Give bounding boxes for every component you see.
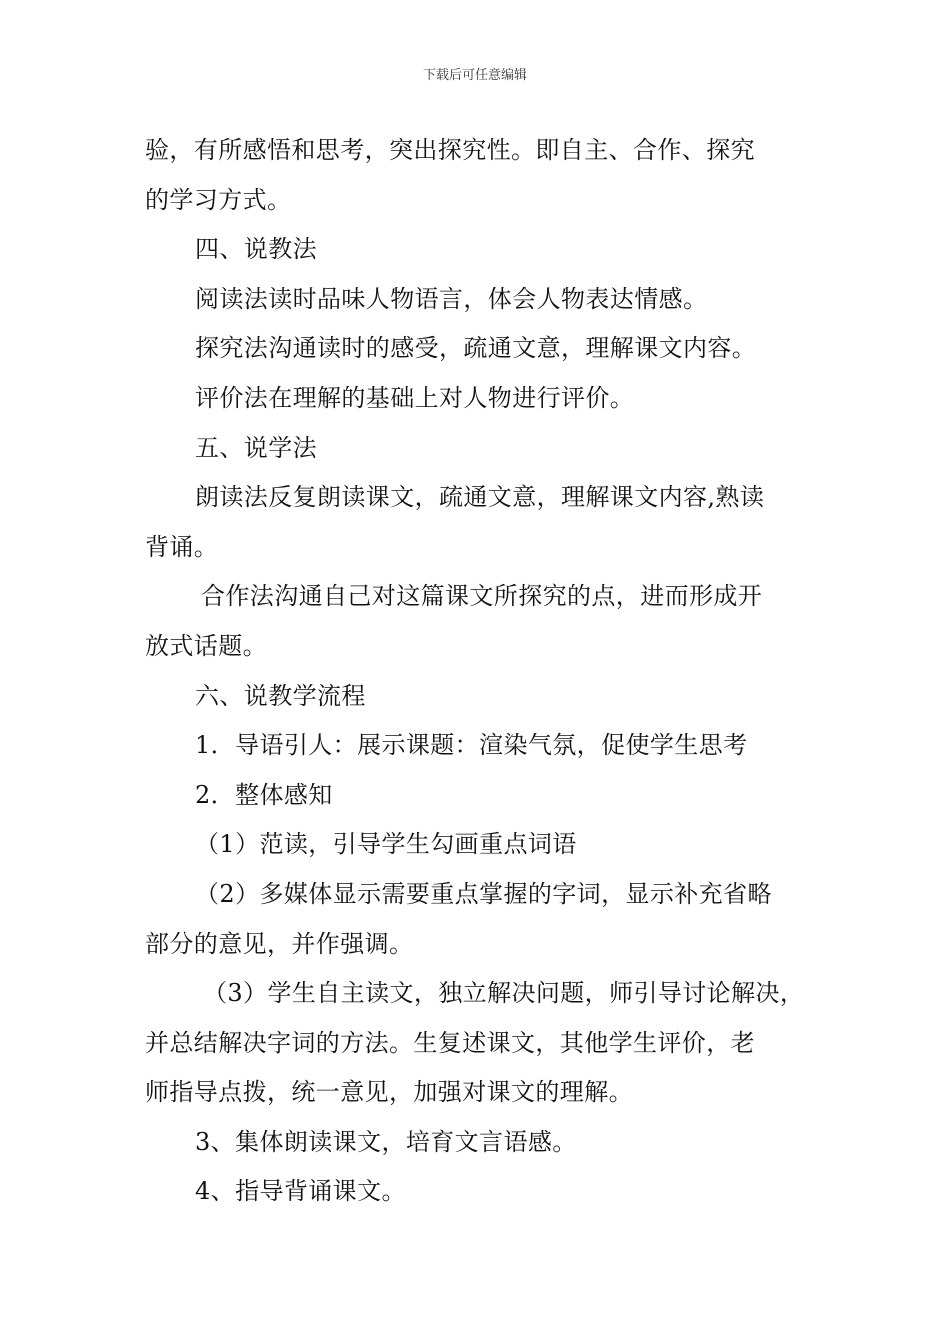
section-heading: 五、说学法 xyxy=(195,433,317,462)
text-line: 阅读法读时品味人物语言，体会人物表达情感。 xyxy=(195,284,708,313)
sub-list-item: （1）范读，引导学生勾画重点词语 xyxy=(195,830,577,859)
text-line: 验，有所感悟和思考，突出探究性。即自主、合作、探究 xyxy=(145,136,755,164)
sub-list-item: （2）多媒体显示需要重点掌握的字词，显示补充省略 xyxy=(195,879,772,908)
section-heading: 四、说教法 xyxy=(195,235,317,264)
page-header: 下载后可任意编辑 xyxy=(422,68,527,83)
text-line: 评价法在理解的基础上对人物进行评价。 xyxy=(195,383,635,412)
text-line: 的学习方式。 xyxy=(145,185,292,214)
text-line: 背诵。 xyxy=(145,532,219,561)
text-line: 放式话题。 xyxy=(145,631,267,660)
text-line: 朗读法反复朗读课文，疏通文意，理解课文内容,熟读 xyxy=(195,483,765,512)
section-heading: 六、说教学流程 xyxy=(195,681,366,710)
text-line: 并总结解决字词的方法。生复述课文，其他学生评价，老 xyxy=(145,1028,755,1057)
list-item: 4、指导背诵课文。 xyxy=(195,1177,406,1206)
sub-list-item: （3）学生自主读文，独立解决问题，师引导讨论解决， xyxy=(203,979,805,1008)
text-line: 探究法沟通读时的感受，疏通文意，理解课文内容。 xyxy=(195,334,757,363)
text-line: 师指导点拨，统一意见，加强对课文的理解。 xyxy=(145,1078,633,1107)
list-item: 1．导语引人：展示课题：渲染气氛，促使学生思考 xyxy=(195,731,748,760)
list-item: 3、集体朗读课文，培育文言语感。 xyxy=(195,1127,577,1156)
text-line: 部分的意见，并作强调。 xyxy=(145,929,414,958)
text-line: 合作法沟通自己对这篇课文所探究的点，进而形成开 xyxy=(201,582,763,611)
list-item: 2．整体感知 xyxy=(195,780,333,809)
document-body xyxy=(145,126,815,1217)
